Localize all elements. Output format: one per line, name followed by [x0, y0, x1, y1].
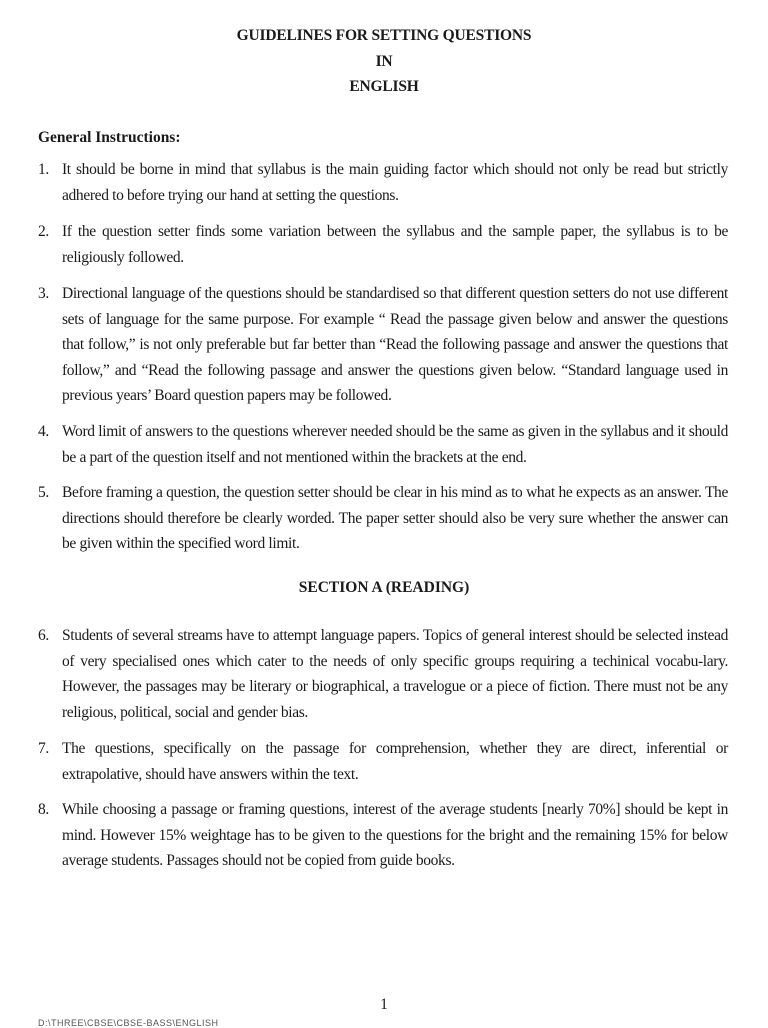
page-number: 1: [380, 996, 388, 1013]
instruction-item-7: [38, 736, 728, 787]
item-text: It should be borne in mind that syllabus is the main guiding factor which should not only be read but strictly adhered to before trying our hand at setting the questions.: [62, 161, 728, 204]
item-number: 5.: [38, 484, 49, 501]
item-text: Word limit of answers to the questions wherever needed should be the same as given in the syllabus and it should be a part of the question itself and not mentioned within the brackets at the end.: [62, 423, 728, 466]
item-number: 6.: [38, 627, 49, 644]
document-title-line-3: ENGLISH: [349, 78, 419, 95]
general-instructions-heading: General Instructions:: [38, 129, 181, 146]
item-text: Students of several streams have to attempt language papers. Topics of general interest should be selected instead of very specialised ones which cater to the needs of only specific groups requiring a techinical vocabu-lary. However, the passages may be literary or biographical, a travelogue or a piece of fiction. There must not be any religious, political, social and gender bias.: [62, 627, 728, 721]
item-number: 7.: [38, 740, 49, 757]
instruction-item-2: [38, 219, 728, 270]
item-text: Directional language of the questions should be standardised so that different question setters do not use different sets of language for the same purpose. For example “ Read the passage given below and answer the questions that follow,” is not only preferable but far better than “Read the following passage and answer the questions that follow,” and “Read the following passage and answer the questions given below. “Standard language used in previous years’ Board question papers may be followed.: [62, 285, 728, 404]
item-number: 8.: [38, 801, 49, 818]
item-text: If the question setter finds some variation between the syllabus and the sample paper, the syllabus is to be religiously followed.: [62, 223, 728, 266]
item-text: While choosing a passage or framing questions, interest of the average students [nearly 70%] should be kept in mind. However 15% weightage has to be given to the questions for the bright and the remaining 15% for below average students. Passages should not be copied from guide books.: [62, 801, 728, 869]
footer-file-path: D:\THREE\CBSE\CBSE-BASS\ENGLISH: [38, 1018, 219, 1028]
item-number: 3.: [38, 285, 49, 302]
instruction-item-3: [38, 281, 728, 409]
item-text: The questions, specifically on the passage for comprehension, whether they are direct, inferential or extrapolative, should have answers within the text.: [62, 740, 728, 783]
document-title-line-1: GUIDELINES FOR SETTING QUESTIONS: [236, 27, 532, 44]
instruction-item-1: [38, 157, 728, 208]
instruction-item-6: [38, 623, 728, 725]
document-title-line-2: IN: [375, 53, 393, 70]
item-number: 1.: [38, 161, 49, 178]
instruction-item-5: [38, 480, 728, 557]
section-a-heading: SECTION A (READING): [298, 579, 470, 596]
item-number: 4.: [38, 423, 49, 440]
item-text: Before framing a question, the question setter should be clear in his mind as to what he expects as an answer. The directions should therefore be clearly worded. The paper setter should also be very sure whether the answer can be given within the specified word limit.: [62, 484, 728, 552]
item-number: 2.: [38, 223, 49, 240]
instruction-item-4: [38, 419, 728, 470]
instruction-item-8: [38, 797, 728, 874]
